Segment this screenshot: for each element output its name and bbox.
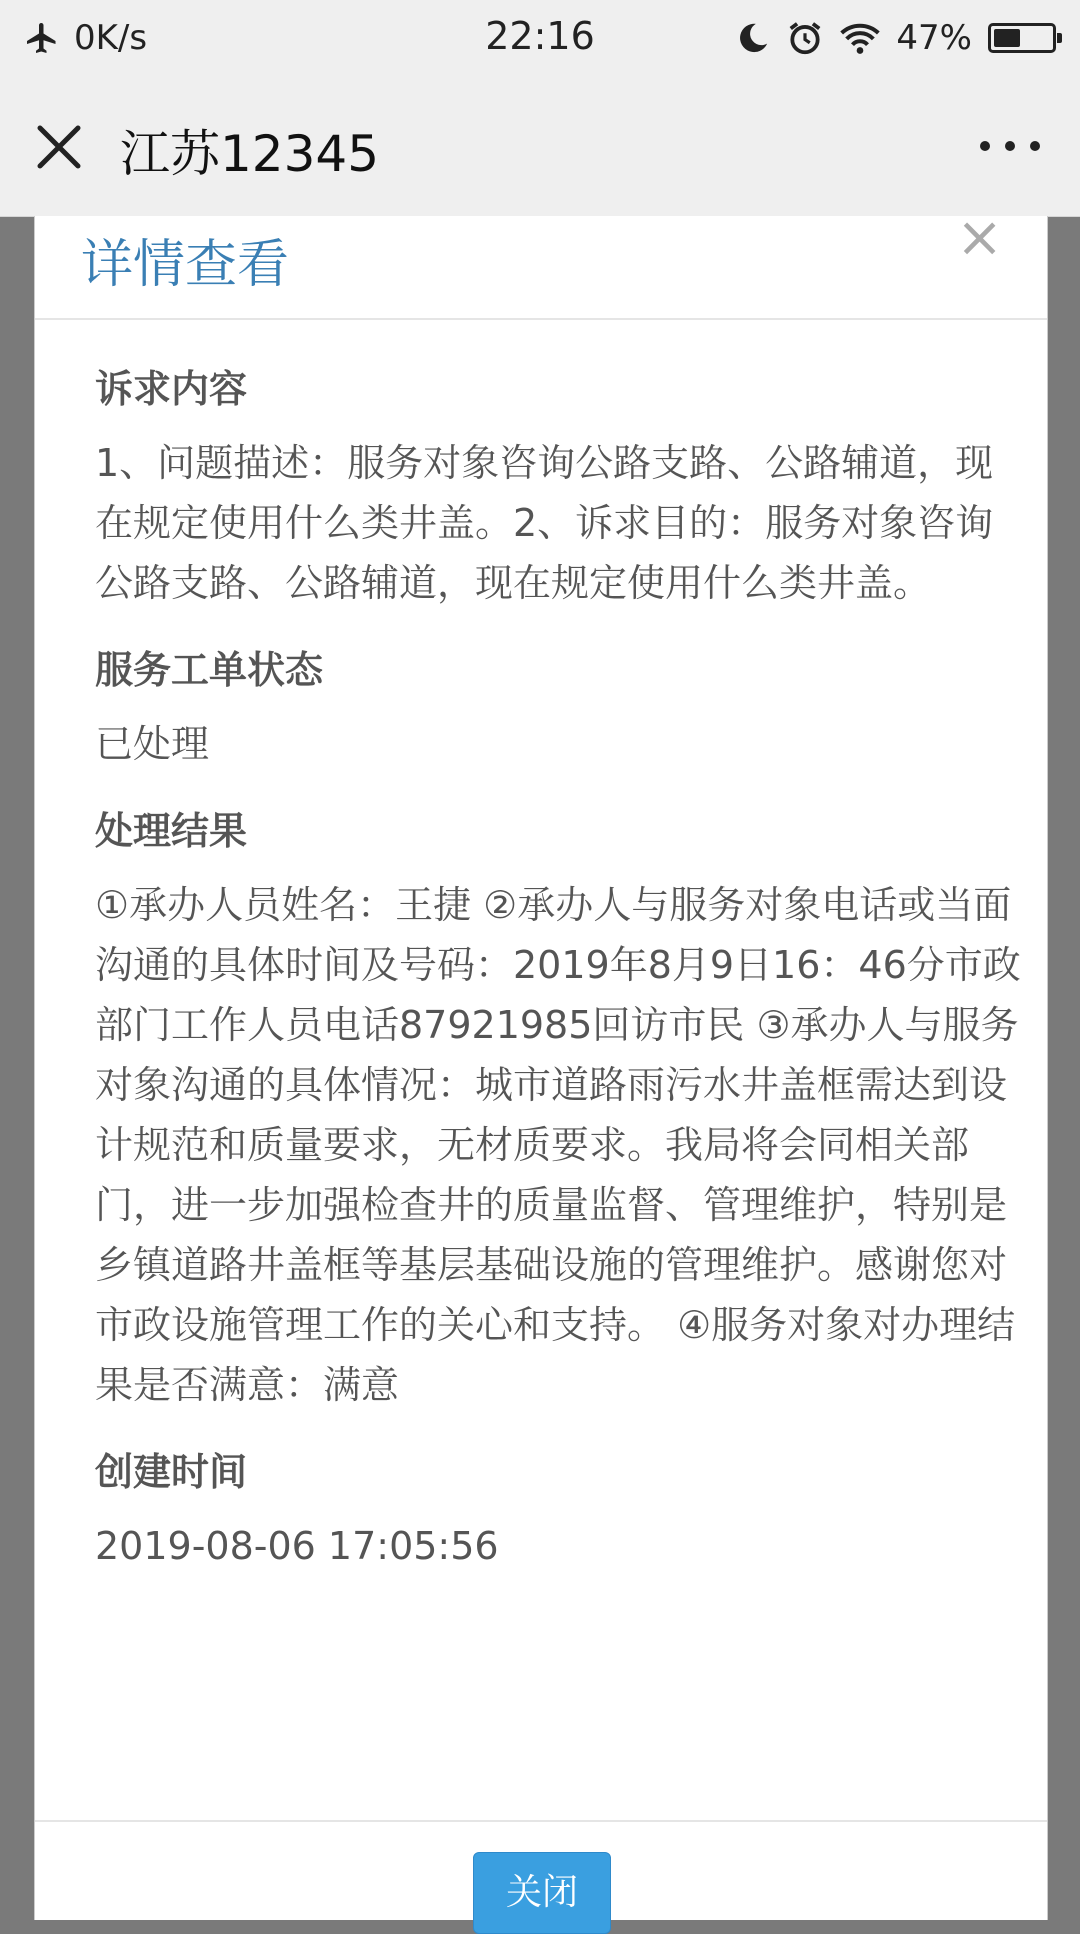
field-label-request-content: 诉求内容 [95,367,248,411]
status-bar [0,0,1080,76]
battery-fill [994,29,1020,47]
modal-title: 详情查看 [81,235,290,295]
field-label-order-status: 服务工单状态 [95,648,324,692]
field-value-order-status: 已处理 [95,722,210,766]
field-label-handling-result: 处理结果 [95,809,248,853]
clock: 22:16 [485,14,595,58]
detail-modal [34,205,1048,1920]
moon-icon [736,21,770,55]
field-value-handling-result: ①承办人员姓名：王捷 ②承办人与服务对象电话或当面沟通的具体时间及号码：2019年8月9日16：46分市政部门工作人员电话87921985回访市民 ③承办人与服务对象沟通的具体情况：城市道路雨污水井盖框需达到设计规范和质量要求，无材质要求。我局将会同相关部门，进一步加强检查井的质量监督、管理维护，特别是乡镇道路井盖框等基层基础设施的管理维护。感谢您对市政设施管理工作的关心和支持。 ④服务对象对办理结果是否满意：满意 [95,883,1021,1407]
more-options-icon[interactable] [980,134,1040,158]
alarm-icon [786,19,824,57]
close-icon[interactable] [32,120,86,174]
nav-bar [0,76,1080,217]
close-button[interactable]: 关闭 [473,1852,611,1934]
nav-title: 江苏12345 [120,125,380,183]
modal-body [95,358,1025,1602]
battery-icon [988,23,1056,53]
battery-percent: 47% [896,18,972,58]
field-value-request-content: 1、问题描述：服务对象咨询公路支路、公路辅道，现在规定使用什么类井盖。2、诉求目的：服务对象咨询公路支路、公路辅道，现在规定使用什么类井盖。 [95,441,994,605]
modal-footer [35,1820,1047,1922]
modal-close-icon[interactable]: × [956,205,1003,270]
modal-header [35,205,1047,320]
wifi-icon [840,21,880,55]
field-label-created-time: 创建时间 [95,1450,248,1494]
network-speed: 0K/s [74,18,148,58]
field-value-created-time: 2019-08-06 17:05:56 [95,1524,499,1568]
